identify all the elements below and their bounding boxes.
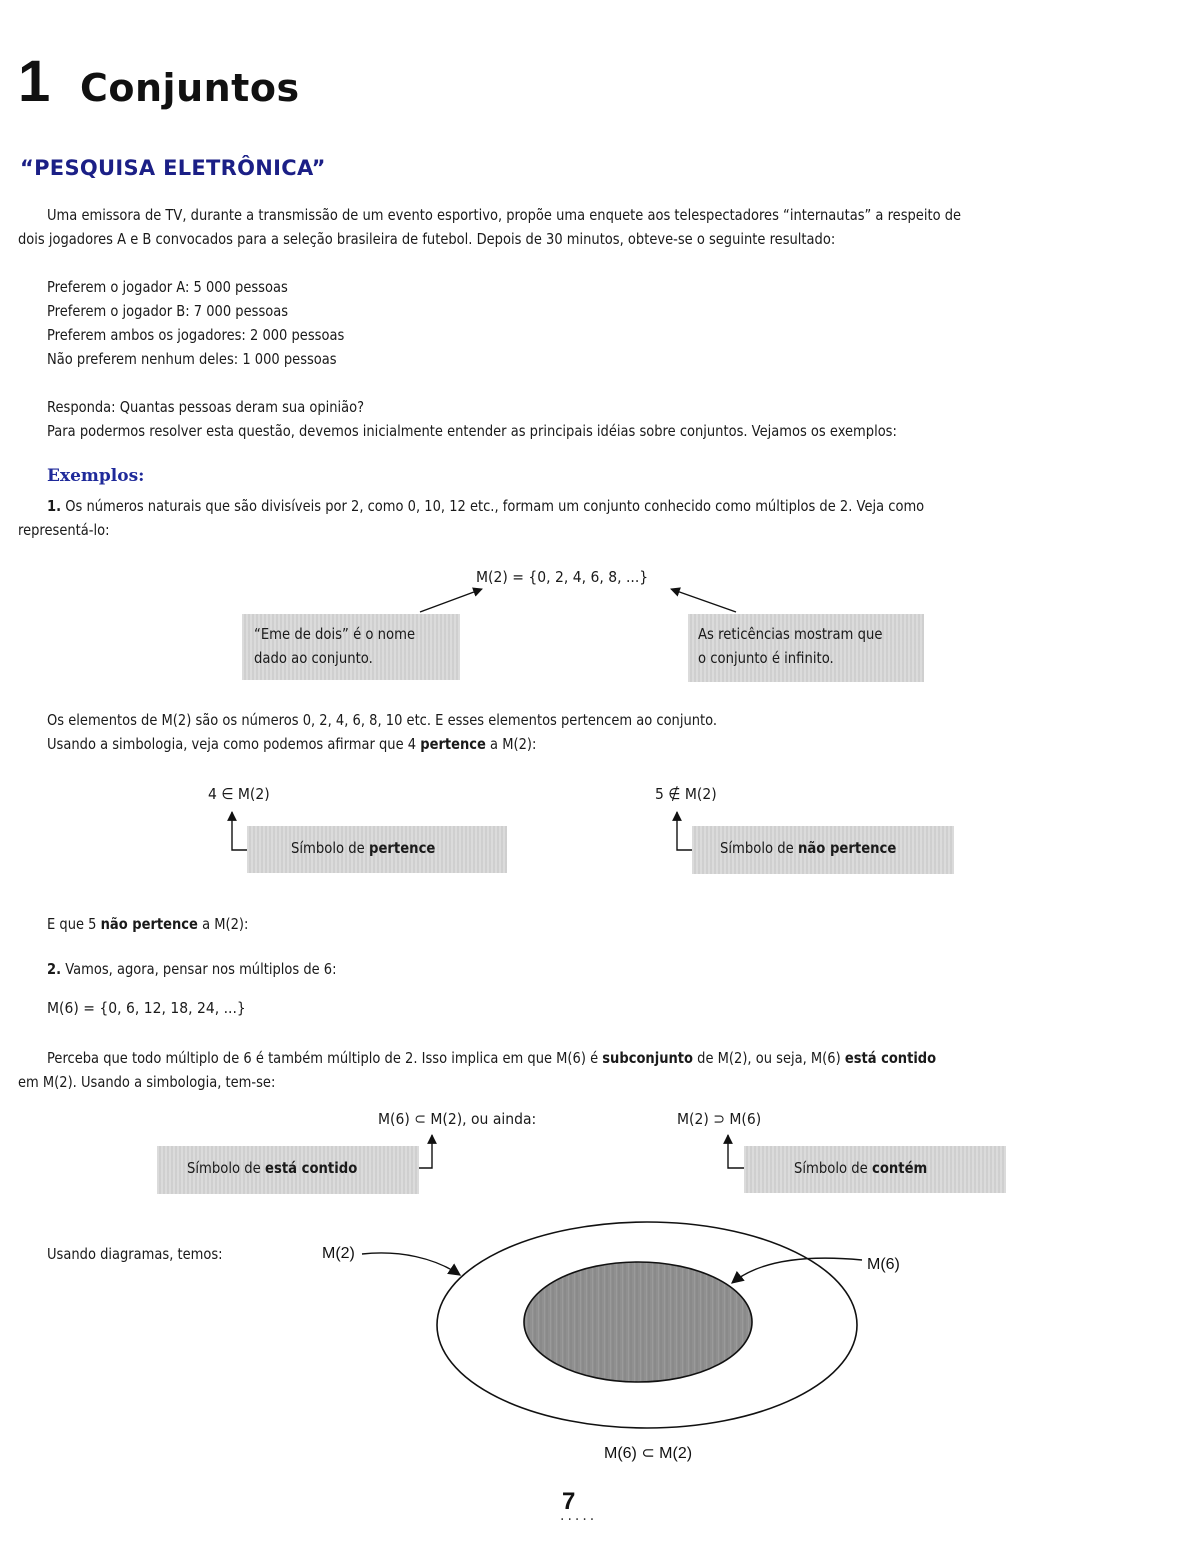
diagram-label-m2: M(2): [322, 1245, 355, 1262]
bold-term: está contido: [844, 1049, 937, 1067]
intro-line-1: Uma emissora de TV, durante a transmissão de um evento esportivo, propõe uma enquete aos telespectadores “internautas” a respeito de: [47, 206, 962, 224]
text-span: Símbolo de: [720, 839, 799, 857]
bold-term: não pertence: [798, 839, 897, 857]
callout-ellipsis-line-2: o conjunto é infinito.: [698, 649, 834, 667]
diagram-caption: M(6) ⊂ M(2): [604, 1445, 693, 1462]
text-span: Símbolo de: [794, 1159, 873, 1177]
example-2-number: 2.: [47, 960, 62, 978]
text-span: Usando a simbologia, veja como podemos afirmar que 4: [47, 735, 421, 753]
result-item: Preferem ambos os jogadores: 2 000 pessoas: [47, 326, 345, 344]
intro-line-2: dois jogadores A e B convocados para a seleção brasileira de futebol. Depois de 30 minutos, obteve-se o seguinte resultado:: [18, 230, 836, 248]
chapter-number: 1: [18, 49, 51, 114]
arrow-superset: [728, 1135, 744, 1168]
elements-line-1: Os elementos de M(2) são os números 0, 2, 4, 6, 8, 10 etc. E esses elementos pertencem ao conjunto.: [47, 711, 718, 729]
text-span: Símbolo de: [187, 1159, 266, 1177]
section-title: “PESQUISA ELETRÔNICA”: [20, 156, 326, 180]
arrow-subset: [419, 1135, 432, 1168]
text-span: a M(2):: [485, 735, 537, 753]
result-item: Preferem o jogador B: 7 000 pessoas: [47, 302, 289, 320]
question-line-1: Responda: Quantas pessoas deram sua opinião?: [47, 398, 365, 416]
bold-term: não pertence: [100, 915, 198, 933]
text-span: E que 5: [47, 915, 101, 933]
text-span: de M(2), ou seja, M(6): [693, 1049, 845, 1067]
page-number-dots: .....: [560, 1508, 598, 1524]
not-belongs-formula: 5 ∉ M(2): [655, 785, 717, 803]
bold-term: pertence: [369, 839, 436, 857]
text-span: a M(2):: [197, 915, 249, 933]
subset-formula: M(6) ⊂ M(2), ou ainda:: [378, 1110, 537, 1128]
arrow-to-set-name: [420, 589, 482, 612]
question-line-2: Para podermos resolver esta questão, devemos inicialmente entender as principais idéias sobre conjuntos. Vejamos os exemplos:: [47, 422, 897, 440]
example-1-text: Os números naturais que são divisíveis por 2, como 0, 10, 12 etc., formam um conjunto conhecido como múltiplos de 2. Veja como: [61, 497, 925, 515]
bold-term: subconjunto: [602, 1049, 694, 1067]
diagram-intro: Usando diagramas, temos:: [47, 1245, 223, 1263]
text-span: Perceba que todo múltiplo de 6 é também múltiplo de 2. Isso implica em que M(6) é: [47, 1049, 603, 1067]
arrow-to-ellipsis: [671, 589, 736, 612]
result-item: Preferem o jogador A: 5 000 pessoas: [47, 278, 288, 296]
set-m6-ellipse: [524, 1262, 752, 1382]
page-number: 7: [562, 1488, 576, 1515]
example-1-number: 1.: [47, 497, 62, 515]
bold-term: está contido: [265, 1159, 358, 1177]
result-item: Não preferem nenhum deles: 1 000 pessoas: [47, 350, 337, 368]
belongs-formula: 4 ∈ M(2): [208, 785, 270, 803]
arrow-not-belongs: [677, 812, 692, 850]
callout-set-name-line-1: “Eme de dois” é o nome: [254, 625, 416, 643]
example-1-line-2: representá-lo:: [18, 521, 110, 539]
arrow-belongs: [232, 812, 247, 850]
callout-set-name-line-2: dado ao conjunto.: [254, 649, 373, 667]
diagram-label-m6: M(6): [867, 1256, 900, 1273]
text-span: Símbolo de: [291, 839, 370, 857]
bold-term: pertence: [420, 735, 486, 753]
bold-term: contém: [872, 1159, 928, 1177]
m2-formula: M(2) = {0, 2, 4, 6, 8, ...}: [476, 568, 649, 586]
superset-formula: M(2) ⊃ M(6): [677, 1110, 762, 1128]
arrow-m2-label: [362, 1253, 460, 1275]
callout-ellipsis-line-1: As reticências mostram que: [698, 625, 883, 643]
m6-formula: M(6) = {0, 6, 12, 18, 24, ...}: [47, 999, 246, 1017]
examples-heading: Exemplos:: [47, 466, 145, 486]
perceive-line-2: em M(2). Usando a simbologia, tem-se:: [18, 1073, 276, 1091]
example-2-text: Vamos, agora, pensar nos múltiplos de 6:: [61, 960, 337, 978]
chapter-title: Conjuntos: [80, 66, 300, 110]
